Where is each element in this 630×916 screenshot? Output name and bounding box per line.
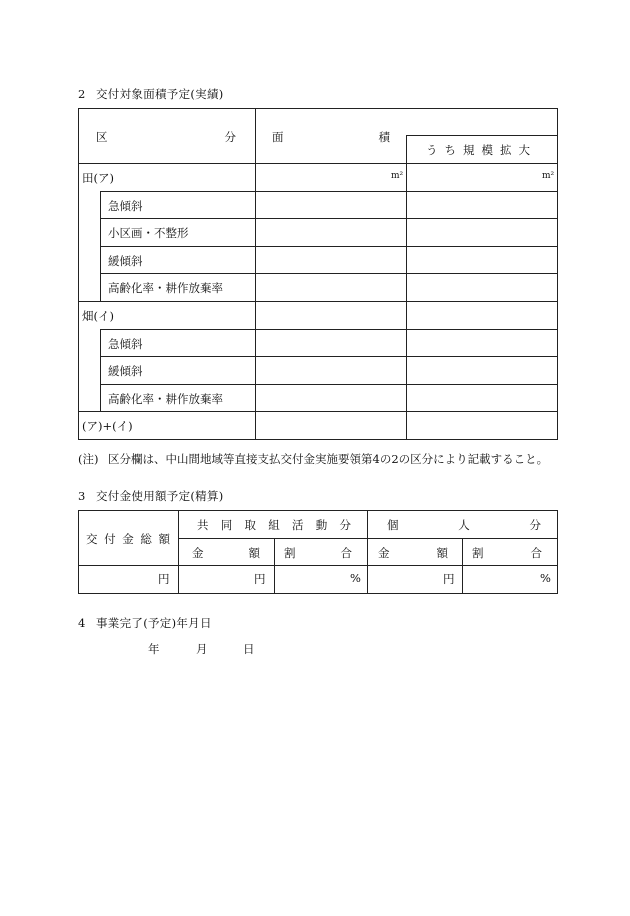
row-label-ta-kankeisha: 緩傾斜 [108, 254, 143, 268]
row-label-ta-shokukaku: 小区画・不整形 [108, 226, 189, 240]
header-individual-amount: 金 額 [378, 546, 448, 560]
header-total-amount: 交 付 金 総 額 [86, 532, 170, 546]
row-label-ta-kyukeisha: 急傾斜 [108, 199, 143, 213]
row-label-ta-koreika: 高齢化率・耕作放棄率 [108, 281, 223, 295]
unit-yen-individual: 円 [443, 572, 455, 586]
note-text: 区分欄は、中山間地域等直接支払交付金実施要領第4の2の区分により記載すること。 [108, 452, 549, 466]
unit-percent-joint: % [350, 571, 361, 585]
section2-heading [78, 86, 224, 102]
row-label-hata-koreika: 高齢化率・耕作放棄率 [108, 392, 223, 406]
completion-month-label: 月 [196, 642, 208, 656]
section4-number: 4 [78, 616, 86, 630]
header-joint-amount: 金 額 [192, 546, 260, 560]
unit-m2-area: m² [391, 171, 404, 181]
section3-title: 交付金使用額予定(精算) [96, 489, 224, 503]
unit-yen-total: 円 [158, 572, 170, 586]
header-individual: 個 人 分 [387, 518, 541, 532]
header-individual-ratio: 割 合 [472, 546, 542, 560]
section2-title: 交付対象面積予定(実績) [96, 87, 224, 101]
header-menseki: 面 積 [272, 130, 390, 144]
section4-heading [78, 615, 212, 631]
row-label-hata-kankeisha: 緩傾斜 [108, 364, 143, 378]
section2-number: 2 [78, 87, 86, 101]
header-joint-activity: 共 同 取 組 活 動 分 [197, 518, 351, 532]
section4-title: 事業完了(予定)年月日 [96, 616, 212, 630]
header-uchi-kibo-kakudai: うち規模拡大 [426, 143, 537, 157]
header-kubun: 区 分 [96, 130, 236, 144]
note-tag: (注) [78, 452, 99, 466]
row-label-ta: 田(ア) [82, 171, 114, 185]
section3-number: 3 [78, 489, 86, 503]
row-label-hata-kyukeisha: 急傾斜 [108, 337, 143, 351]
completion-day-label: 日 [243, 642, 255, 656]
table-note [78, 451, 548, 467]
row-label-total: (ア)+(イ) [82, 419, 133, 433]
completion-year-label: 年 [148, 642, 160, 656]
header-joint-ratio: 割 合 [284, 546, 352, 560]
unit-yen-joint: 円 [254, 572, 266, 586]
unit-percent-individual: % [540, 571, 551, 585]
unit-m2-expansion: m² [542, 171, 555, 181]
section3-heading [78, 488, 224, 504]
row-label-hata: 畑(イ) [82, 309, 114, 323]
